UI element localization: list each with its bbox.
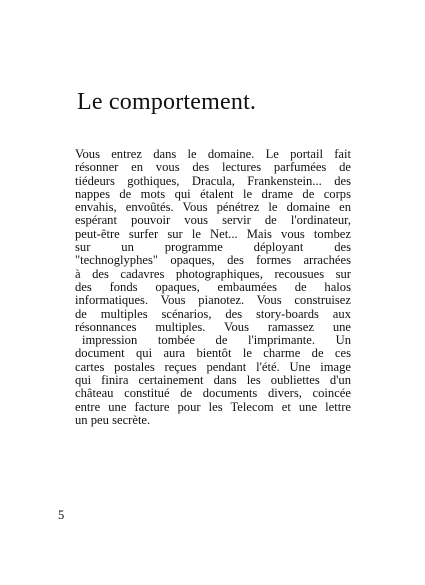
body-paragraph [75, 148, 351, 427]
text-line: des fonds opaques, embaumées de halos [75, 279, 351, 294]
text-line: informatiques. Vous pianotez. Vous construisez [75, 293, 351, 308]
text-line: tiédeurs gothiques, Dracula, Frankenstein... des [75, 173, 351, 188]
text-line: envahis, envoûtés. Vous pénétrez le domaine en [75, 200, 351, 215]
text-line: cartes postales reçues pendant l'été. Une image [75, 359, 351, 374]
text-line: résonner en vous des lectures parfumées de [75, 160, 351, 175]
text-line: à des cadavres photographiques, recousues sur [75, 266, 351, 281]
text-line: espérant pouvoir vous servir de l'ordinateur, [75, 213, 351, 228]
text-line: peut-être surfer sur le Net... Mais vous tombez [75, 226, 351, 241]
text-line: document qui aura bientôt le charme de ces [75, 346, 351, 361]
text-line: Vous entrez dans le domaine. Le portail fait [75, 147, 351, 161]
text-line: impression tombée de l'imprimante. Un [82, 333, 351, 348]
page-number: 5 [58, 508, 65, 522]
text-line: nappes de mots qui étalent le drame de corps [75, 186, 351, 201]
text-line: qui finira certainement dans les oubliettes d'un [75, 373, 351, 388]
text-line: entre une facture pour les Telecom et une lettre [75, 399, 351, 414]
text-line: "technoglyphes" opaques, des formes arrachées [75, 253, 351, 268]
text-line: sur un programme déployant des [75, 240, 351, 255]
text-line: château constitué de documents divers, coincée [75, 386, 351, 401]
chapter-title: Le comportement. [77, 89, 257, 115]
text-line: un peu secrète. [75, 412, 151, 427]
text-line: de multiples scénarios, des story-boards aux [75, 306, 351, 321]
text-line: résonnances multiples. Vous ramassez une [75, 319, 351, 334]
